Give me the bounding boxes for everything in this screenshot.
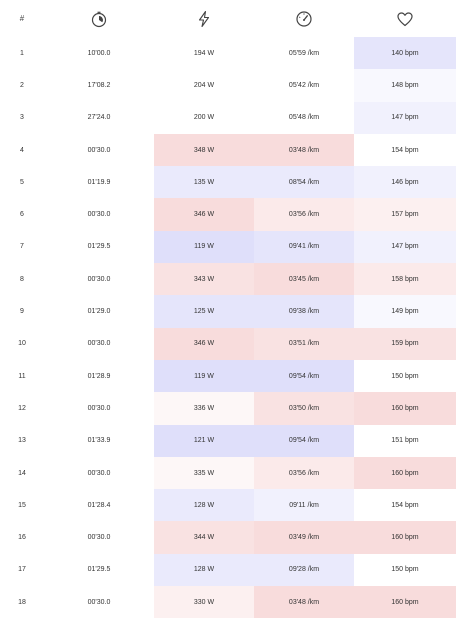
duration-cell: 00'30.0 (87, 275, 111, 283)
duration-cell: 01'33.9 (87, 437, 111, 445)
lap-number-cell: 12 (18, 404, 26, 412)
duration-cell: 01'29.5 (87, 243, 111, 251)
lap-number-cell: 11 (18, 372, 26, 380)
lap-number-cell: 14 (18, 469, 26, 477)
duration-cell: 00'30.0 (87, 534, 111, 542)
duration-cell: 00'30.0 (87, 211, 111, 219)
power-cell: 343 W (154, 263, 254, 295)
table-row[interactable] (0, 37, 456, 69)
heart-rate-cell: 147 bpm (354, 102, 456, 134)
table-row[interactable] (0, 489, 456, 521)
power-cell: 121 W (154, 425, 254, 457)
heart-rate-cell: 160 bpm (354, 521, 456, 553)
power-cell: 135 W (154, 166, 254, 198)
pace-cell: 08'54 /km (254, 166, 354, 198)
pace-cell: 09'41 /km (254, 231, 354, 263)
lap-number-cell: 13 (18, 437, 26, 445)
pace-cell: 05'48 /km (254, 102, 354, 134)
power-cell: 200 W (154, 102, 254, 134)
heart-rate-cell: 160 bpm (354, 586, 456, 618)
table-row[interactable] (0, 328, 456, 360)
duration-cell: 10'00.0 (87, 49, 111, 57)
pace-cell: 09'54 /km (254, 360, 354, 392)
table-row[interactable] (0, 457, 456, 489)
duration-cell: 01'28.4 (87, 501, 111, 509)
heart-rate-cell: 150 bpm (354, 360, 456, 392)
power-cell: 348 W (154, 134, 254, 166)
lap-number-cell: 5 (20, 178, 24, 186)
heart-rate-cell: 160 bpm (354, 457, 456, 489)
duration-cell: 00'30.0 (87, 340, 111, 348)
pace-cell: 05'42 /km (254, 69, 354, 101)
lap-number-cell: 15 (18, 501, 26, 509)
heart-rate-cell: 158 bpm (354, 263, 456, 295)
heart-rate-cell: 147 bpm (354, 231, 456, 263)
pace-cell: 09'54 /km (254, 425, 354, 457)
table-row[interactable] (0, 360, 456, 392)
table-row[interactable] (0, 69, 456, 101)
heart-rate-column-header[interactable] (354, 0, 456, 37)
pace-cell: 09'11 /km (254, 489, 354, 521)
lap-number-cell: 18 (18, 598, 26, 606)
table-row[interactable] (0, 198, 456, 230)
pace-cell: 05'59 /km (254, 37, 354, 69)
power-cell: 128 W (154, 489, 254, 521)
power-cell: 335 W (154, 457, 254, 489)
lap-number-cell: 16 (18, 534, 26, 542)
duration-cell: 00'30.0 (87, 469, 111, 477)
power-cell: 346 W (154, 328, 254, 360)
table-row[interactable] (0, 263, 456, 295)
heart-rate-cell: 154 bpm (354, 489, 456, 521)
lap-number-cell: 10 (18, 340, 26, 348)
duration-cell: 01'19.9 (87, 178, 111, 186)
pace-cell: 03'56 /km (254, 457, 354, 489)
pace-cell: 03'49 /km (254, 521, 354, 553)
power-cell: 344 W (154, 521, 254, 553)
pace-cell: 03'45 /km (254, 263, 354, 295)
duration-cell: 01'28.9 (87, 372, 111, 380)
duration-cell: 01'29.5 (87, 566, 111, 574)
duration-cell: 01'29.0 (87, 308, 111, 316)
duration-cell: 17'08.2 (87, 81, 111, 89)
heart-rate-cell: 159 bpm (354, 328, 456, 360)
power-cell: 346 W (154, 198, 254, 230)
power-column-header[interactable] (154, 0, 254, 37)
heart-rate-cell: 160 bpm (354, 392, 456, 424)
heart-rate-cell: 154 bpm (354, 134, 456, 166)
heart-rate-cell: 157 bpm (354, 198, 456, 230)
table-row[interactable] (0, 166, 456, 198)
power-cell: 119 W (154, 231, 254, 263)
power-cell: 194 W (154, 37, 254, 69)
stopwatch-icon (90, 10, 108, 28)
heart-rate-cell: 151 bpm (354, 425, 456, 457)
table-row[interactable] (0, 231, 456, 263)
lap-number-cell: 2 (20, 81, 24, 89)
table-row[interactable] (0, 521, 456, 553)
table-row[interactable] (0, 392, 456, 424)
table-row[interactable] (0, 554, 456, 586)
lap-number-cell: 6 (20, 211, 24, 219)
lap-number-cell: 4 (20, 146, 24, 154)
index-column-header: # (19, 14, 25, 23)
power-cell: 125 W (154, 295, 254, 327)
pace-cell: 09'38 /km (254, 295, 354, 327)
duration-cell: 00'30.0 (87, 146, 111, 154)
duration-cell: 00'30.0 (87, 598, 111, 606)
lap-number-cell: 9 (20, 308, 24, 316)
duration-cell: 00'30.0 (87, 404, 111, 412)
power-cell: 336 W (154, 392, 254, 424)
power-cell: 119 W (154, 360, 254, 392)
table-row[interactable] (0, 134, 456, 166)
heart-rate-cell: 140 bpm (354, 37, 456, 69)
table-body (0, 37, 456, 618)
heart-rate-cell: 148 bpm (354, 69, 456, 101)
duration-cell: 27'24.0 (87, 114, 111, 122)
pace-column-header[interactable] (254, 0, 354, 37)
lap-number-cell: 7 (20, 243, 24, 251)
pace-cell: 03'48 /km (254, 586, 354, 618)
pace-cell: 03'50 /km (254, 392, 354, 424)
pace-cell: 03'51 /km (254, 328, 354, 360)
heart-rate-cell: 150 bpm (354, 554, 456, 586)
heart-rate-cell: 149 bpm (354, 295, 456, 327)
table-row[interactable] (0, 102, 456, 134)
speedometer-icon (295, 10, 313, 28)
heart-icon (396, 10, 414, 28)
lightning-bolt-icon (195, 10, 213, 28)
table-row[interactable] (0, 586, 456, 618)
power-cell: 330 W (154, 586, 254, 618)
lap-number-cell: 17 (18, 566, 26, 574)
lap-number-cell: 1 (20, 49, 24, 57)
table-header (0, 0, 456, 37)
power-cell: 204 W (154, 69, 254, 101)
time-column-header[interactable] (44, 0, 154, 37)
heart-rate-cell: 146 bpm (354, 166, 456, 198)
pace-cell: 03'56 /km (254, 198, 354, 230)
power-cell: 128 W (154, 554, 254, 586)
lap-number-cell: 8 (20, 275, 24, 283)
lap-number-cell: 3 (20, 114, 24, 122)
pace-cell: 03'48 /km (254, 134, 354, 166)
pace-cell: 09'28 /km (254, 554, 354, 586)
table-row[interactable] (0, 295, 456, 327)
table-row[interactable] (0, 425, 456, 457)
